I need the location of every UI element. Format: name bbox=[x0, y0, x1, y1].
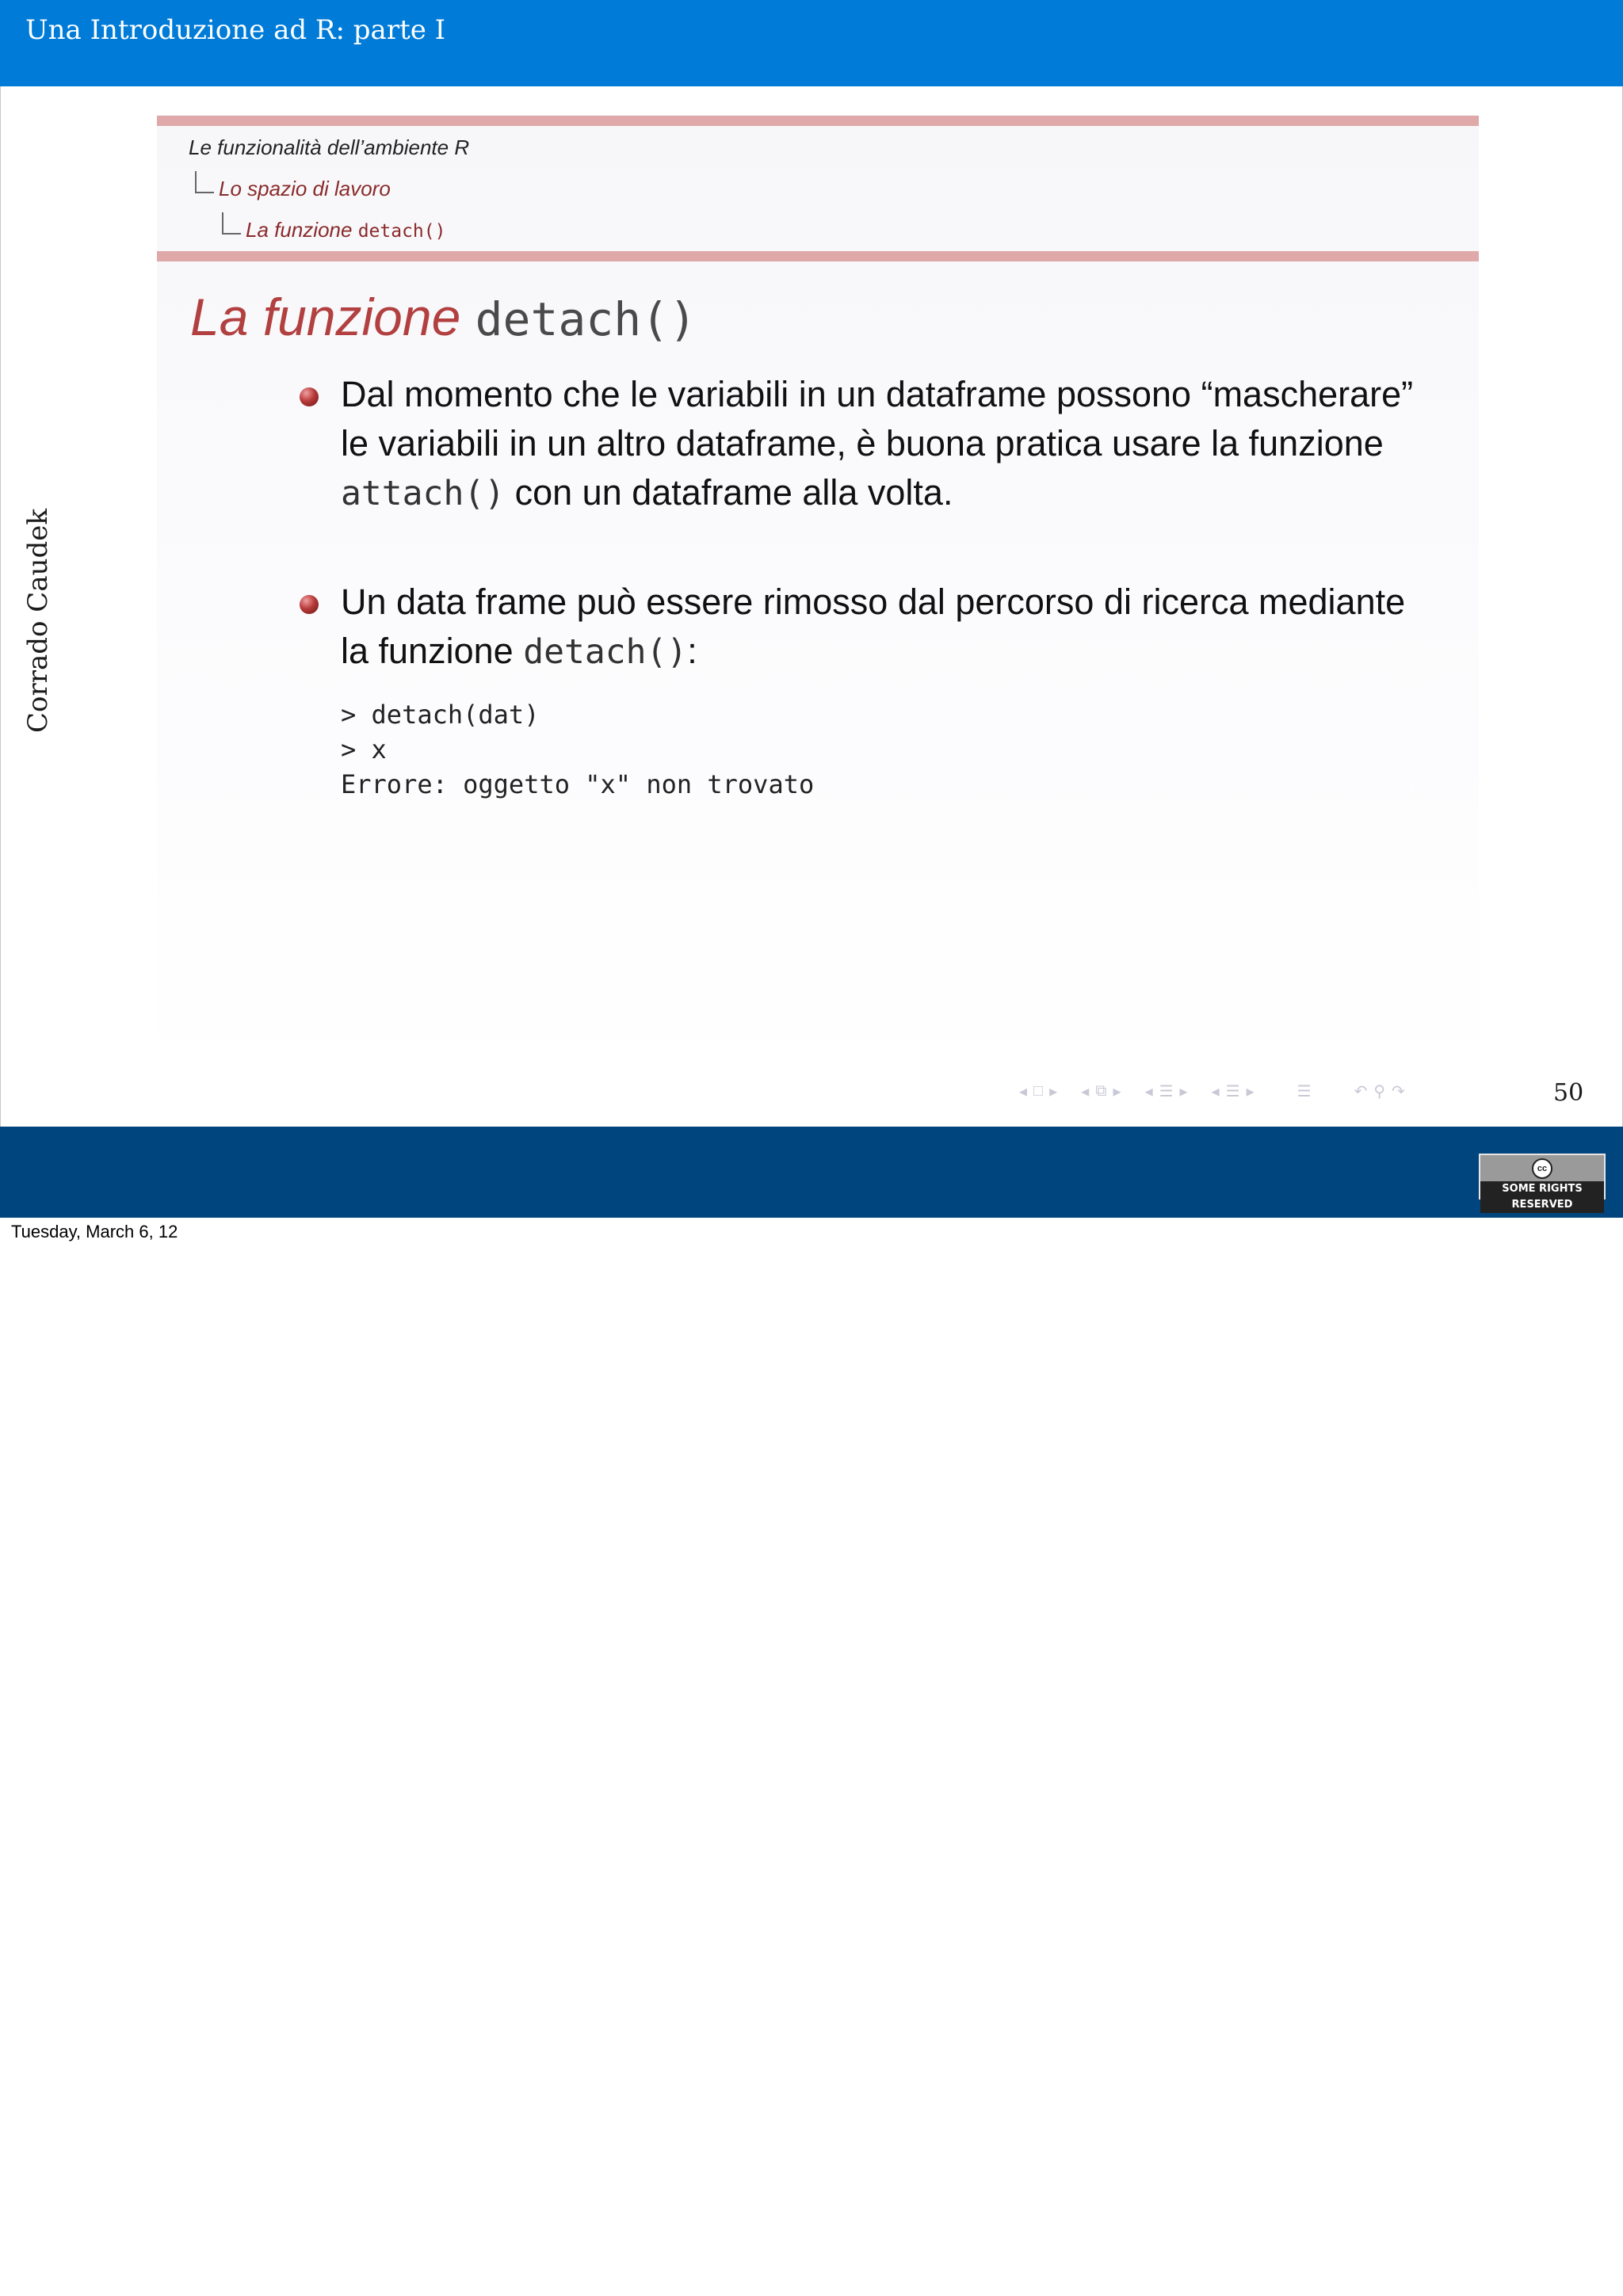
back-icon[interactable]: ↶ bbox=[1354, 1082, 1368, 1100]
nav-prev-icon[interactable]: ◂ bbox=[1019, 1082, 1028, 1100]
nav-next-icon[interactable]: ▸ bbox=[1179, 1082, 1188, 1100]
bullet-text-part: Un data frame può essere rimosso dal percorso di ricerca mediante la funzione bbox=[341, 582, 1406, 671]
presentation-title: Una Introduzione ad R: parte I bbox=[25, 14, 446, 46]
navigation-bar bbox=[1019, 1079, 1405, 1103]
nav-prev-icon[interactable]: ◂ bbox=[1144, 1082, 1153, 1100]
bullet-icon bbox=[300, 595, 319, 614]
search-icon[interactable]: ⚲ bbox=[1373, 1082, 1385, 1100]
nav-next-icon[interactable]: ▸ bbox=[1113, 1082, 1121, 1100]
breadcrumb-section[interactable]: Le funzionalità dell’ambiente R bbox=[189, 135, 470, 159]
subsection-icon[interactable]: ⧉ bbox=[1095, 1081, 1107, 1100]
breadcrumb-connector bbox=[222, 212, 241, 235]
code-line: > x bbox=[341, 734, 387, 765]
inline-code: detach() bbox=[523, 632, 688, 672]
bullet-text bbox=[341, 578, 1419, 677]
nav-prev-icon[interactable]: ◂ bbox=[1211, 1082, 1220, 1100]
breadcrumb-subsection[interactable]: Lo spazio di lavoro bbox=[219, 177, 391, 200]
code-block bbox=[341, 697, 814, 802]
date-caption: Tuesday, March 6, 12 bbox=[11, 1222, 178, 1241]
page-number: 50 bbox=[1553, 1079, 1584, 1107]
nav-next-icon[interactable]: ▸ bbox=[1246, 1082, 1254, 1100]
footer-authors: Riccardo Rigon, Matteo Dall’Amico bbox=[25, 2264, 507, 2296]
cc-icon: cc bbox=[1532, 1158, 1552, 1179]
nav-prev-icon[interactable]: ◂ bbox=[1081, 1082, 1090, 1100]
breadcrumb-top-rule bbox=[157, 116, 1479, 126]
slide-title-text: La funzione bbox=[190, 288, 461, 346]
cc-license-badge[interactable] bbox=[1479, 1154, 1606, 1211]
code-line: Errore: oggetto "x" non trovato bbox=[341, 769, 815, 799]
nav-next-icon[interactable]: ▸ bbox=[1049, 1082, 1058, 1100]
section-icon[interactable]: ☰ bbox=[1225, 1082, 1240, 1100]
frame-icon[interactable]: □ bbox=[1033, 1081, 1044, 1100]
bullet-text-part: con un dataframe alla volta. bbox=[514, 472, 953, 513]
breadcrumb-frame-code: detach() bbox=[357, 221, 446, 242]
breadcrumb-frame-text: La funzione bbox=[246, 218, 353, 242]
bullet-text-part: : bbox=[687, 631, 697, 671]
inline-code: attach() bbox=[341, 474, 506, 513]
license-text: SOME RIGHTS RESERVED bbox=[1480, 1181, 1604, 1213]
code-line: > detach(dat) bbox=[341, 700, 540, 730]
header-bar bbox=[0, 0, 1623, 86]
section-icon[interactable]: ☰ bbox=[1159, 1082, 1174, 1100]
bullet-text-part: Dal momento che le variabili in un dataframe possono “mascherare” le variabili in un altro dataframe, è buona pratica usare la funzione bbox=[341, 374, 1414, 463]
bullet-icon bbox=[300, 387, 319, 406]
breadcrumb-bottom-rule bbox=[157, 251, 1479, 261]
slide-title bbox=[190, 287, 697, 347]
breadcrumb-connector bbox=[195, 171, 214, 193]
breadcrumb-frame[interactable] bbox=[246, 218, 445, 242]
forward-icon[interactable]: ↷ bbox=[1391, 1082, 1405, 1100]
slide-title-code: detach() bbox=[475, 292, 697, 346]
toc-icon[interactable]: ☰ bbox=[1296, 1082, 1312, 1100]
sidebar-author: Corrado Caudek bbox=[22, 509, 54, 733]
bullet-text bbox=[341, 370, 1419, 518]
